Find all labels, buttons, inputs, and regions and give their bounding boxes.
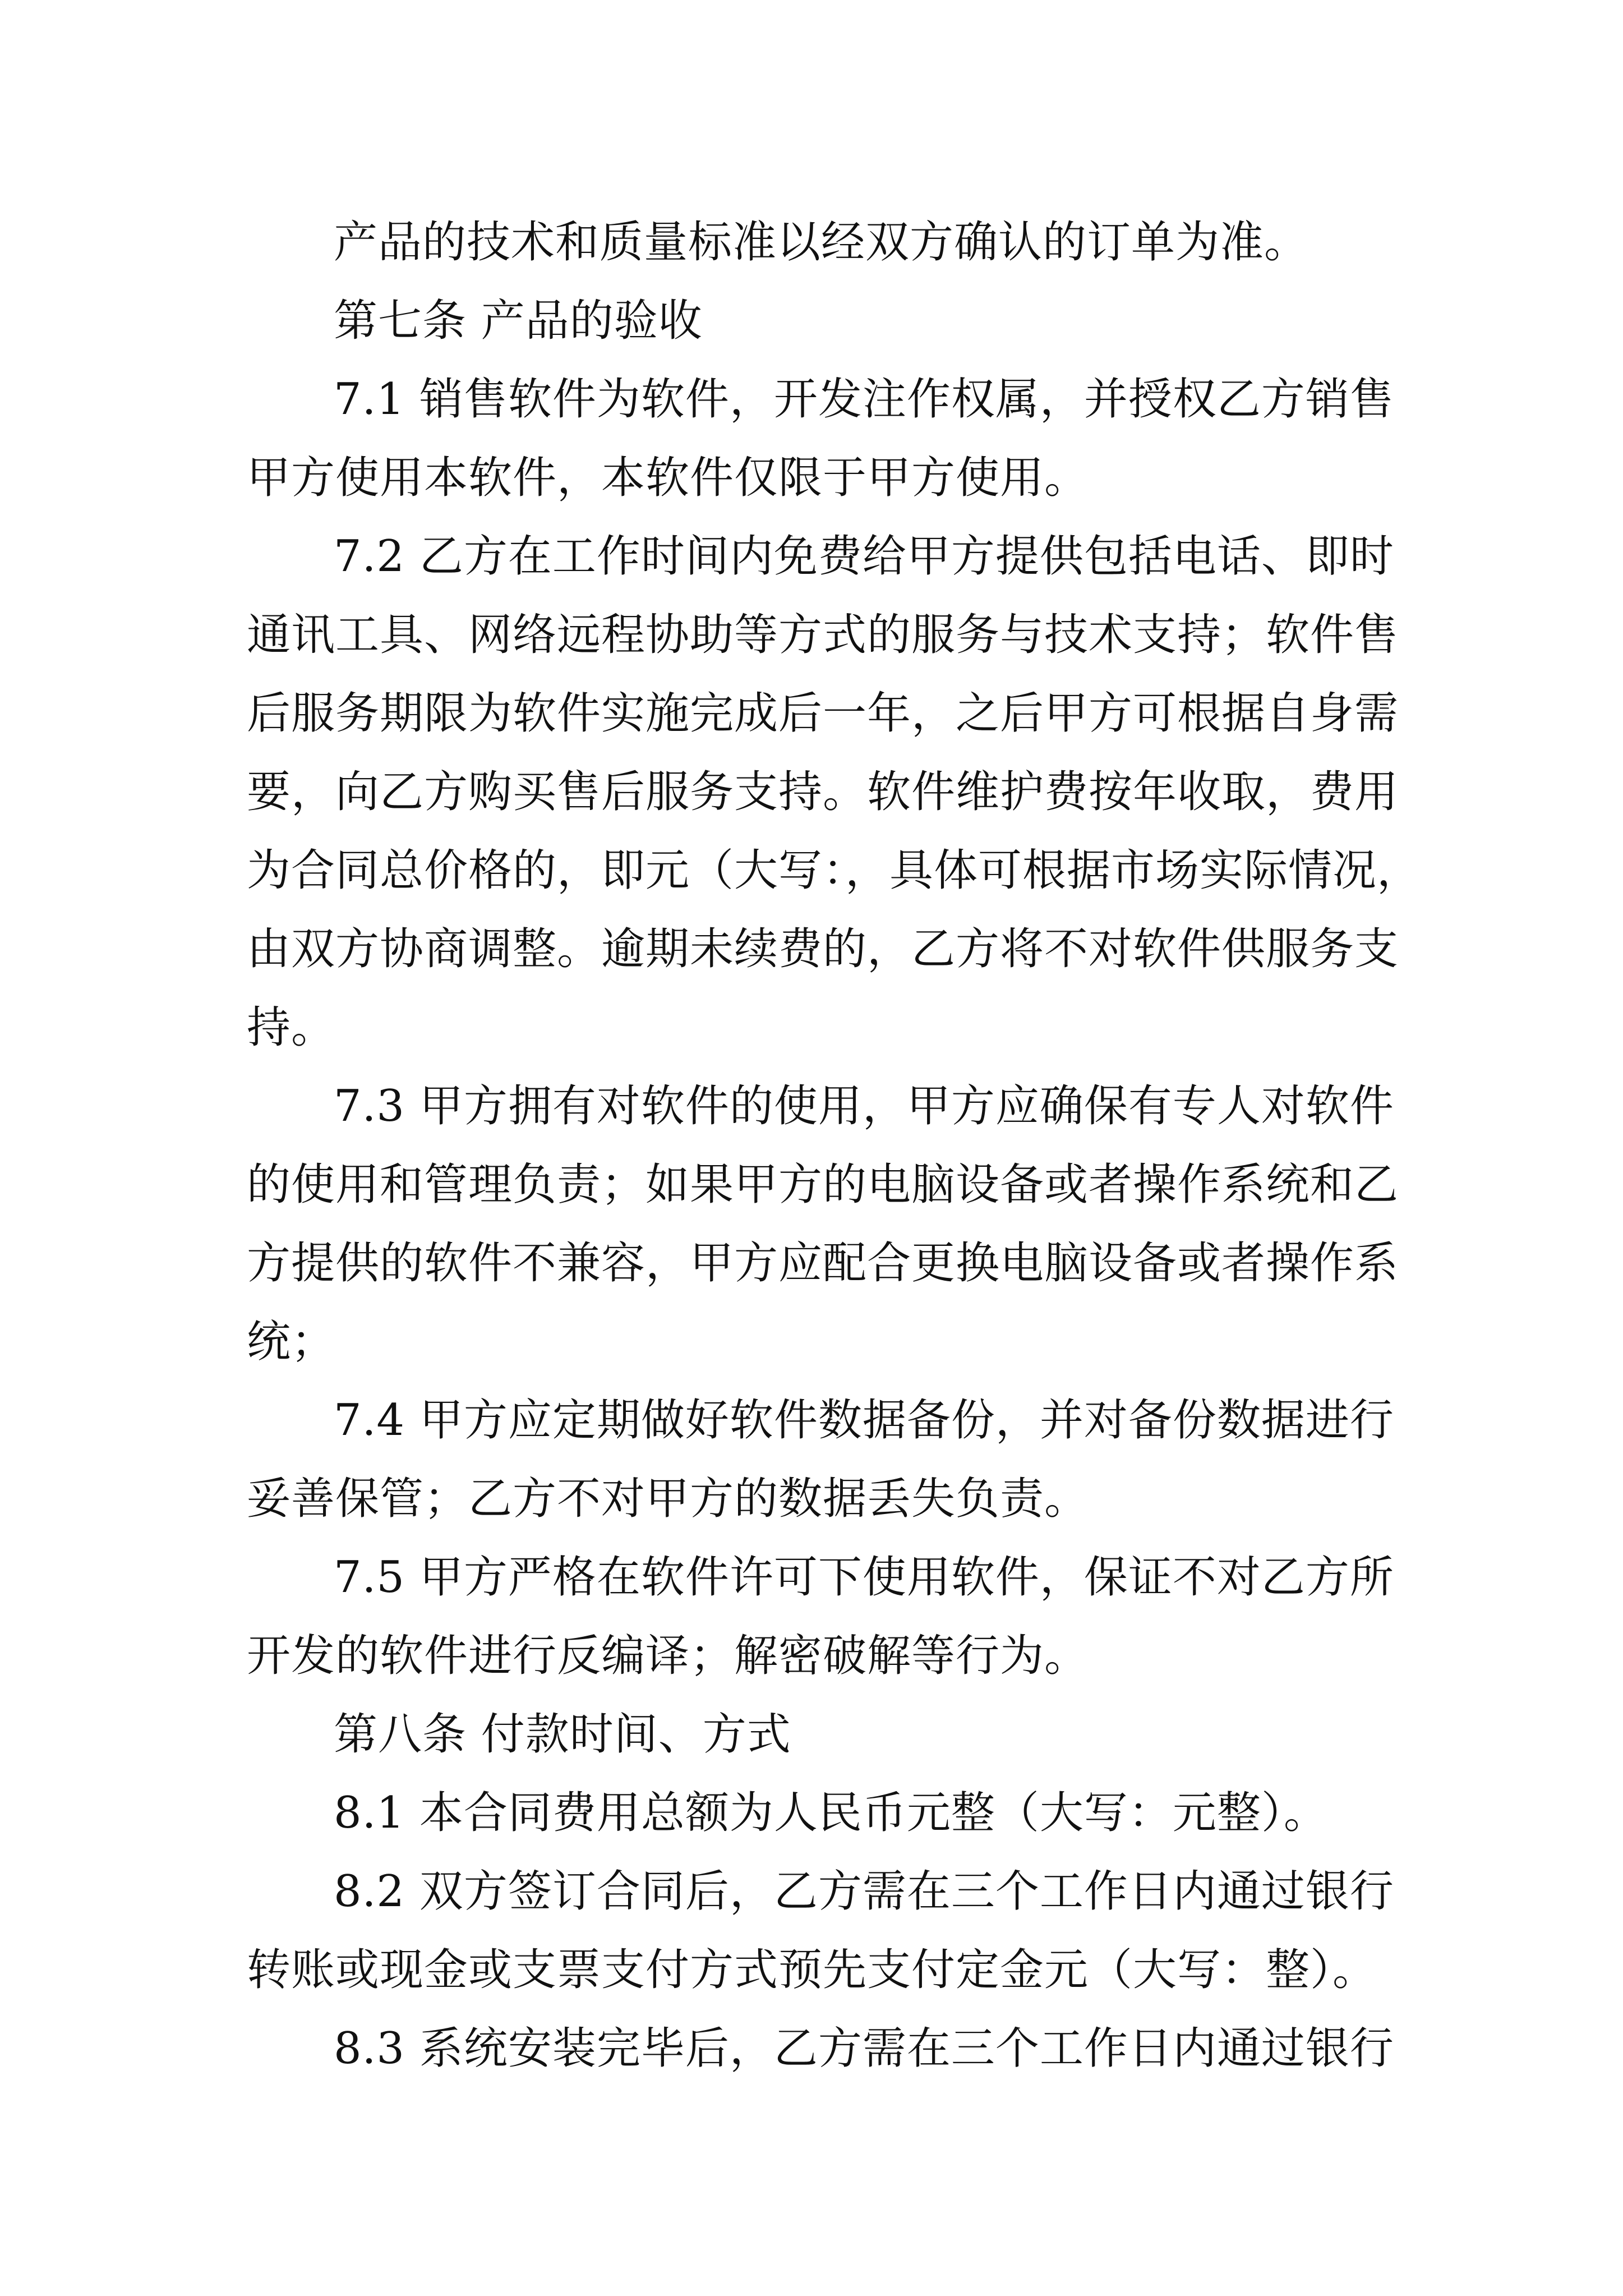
paragraph-line: 7.2 乙方在工作时间内免费给甲方提供包括电话、即时: [334, 531, 1394, 582]
paragraph-line: 转账或现金或支票支付方式预先支付定金元（大写：整）。: [247, 1945, 1377, 1995]
paragraph-line: 的使用和管理负责；如果甲方的电脑设备或者操作系统和乙: [247, 1159, 1399, 1210]
paragraph-line: 8.2 双方签订合同后，乙方需在三个工作日内通过银行: [334, 1866, 1394, 1917]
paragraph-line: 7.4 甲方应定期做好软件数据备份，并对备份数据进行: [334, 1395, 1394, 1446]
paragraph-line: 8.1 本合同费用总额为人民币元整（大写：元整）。: [334, 1788, 1328, 1838]
paragraph-line: 要，向乙方购买售后服务支持。软件维护费按年收取，费用: [247, 767, 1399, 817]
paragraph-line: 7.3 甲方拥有对软件的使用，甲方应确保有专人对软件: [334, 1081, 1394, 1131]
paragraph-line: 7.1 销售软件为软件，开发注作权属，并授权乙方销售: [334, 374, 1394, 425]
paragraph-line: 统；: [247, 1317, 336, 1367]
section-heading-8: 第八条 付款时间、方式: [334, 1709, 791, 1760]
paragraph-line: 开发的软件进行反编译；解密破解等行为。: [247, 1631, 1089, 1681]
section-heading-7: 第七条 产品的验收: [334, 296, 703, 346]
paragraph-line: 由双方协商调整。逾期未续费的，乙方将不对软件供服务支: [247, 924, 1399, 974]
paragraph-line: 后服务期限为软件实施完成后一年，之后甲方可根据自身需: [247, 688, 1399, 739]
paragraph-line: 甲方使用本软件，本软件仅限于甲方使用。: [247, 453, 1089, 503]
paragraph-line: 为合同总价格的，即元（大写：，具体可根据市场实际情况，: [247, 845, 1422, 896]
paragraph-line: 持。: [247, 1002, 336, 1053]
paragraph-line: 方提供的软件不兼容，甲方应配合更换电脑设备或者操作系: [247, 1238, 1399, 1289]
paragraph-line: 7.5 甲方严格在软件许可下使用软件，保证不对乙方所: [334, 1552, 1394, 1603]
paragraph-line: 通讯工具、网络远程协助等方式的服务与技术支持；软件售: [247, 610, 1399, 660]
paragraph-line: 8.3 系统安装完毕后，乙方需在三个工作日内通过银行: [334, 2023, 1394, 2074]
paragraph-line: 妥善保管；乙方不对甲方的数据丢失负责。: [247, 1474, 1089, 1524]
paragraph-line: 产品的技术和质量标准以经双方确认的订单为准。: [334, 217, 1309, 268]
